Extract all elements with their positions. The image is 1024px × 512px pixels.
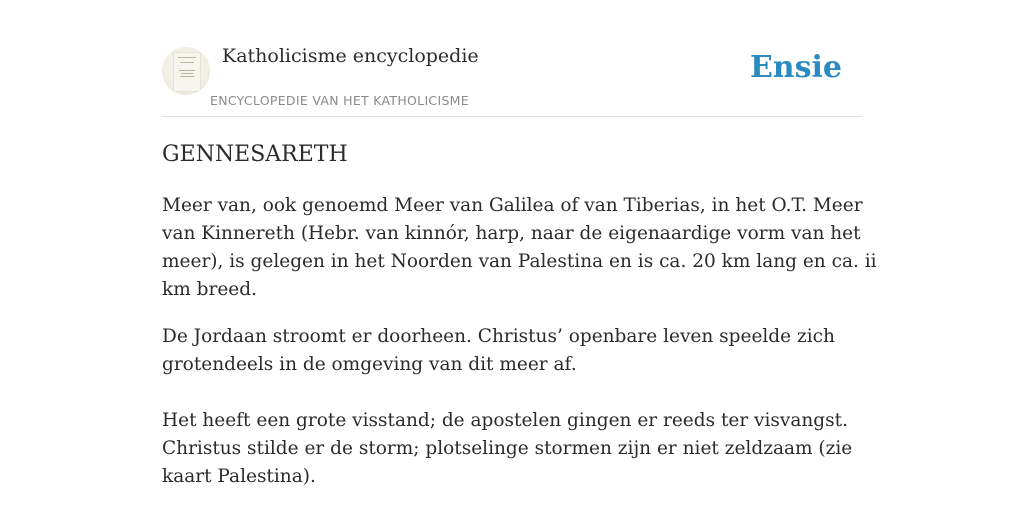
article-term: GENNESARETH — [162, 142, 348, 167]
brand-logo-link[interactable]: Ensie — [749, 50, 842, 85]
article-paragraph: Meer van, ook genoemd Meer van Galilea of van Tiberias, in het O.T. Meer van Kinnereth (Hebr. van kinnór, harp, naar de eigenaardige vorm van het meer), is gelegen in het Noorden van Palestina en is ca. 20 km lang en ca. ii km breed. — [162, 195, 877, 300]
site-subtitle: ENCYCLOPEDIE VAN HET KATHOLICISME — [210, 93, 469, 108]
book-cover — [173, 52, 201, 92]
book-cover-icon[interactable] — [162, 47, 210, 95]
article-paragraph: De Jordaan stroomt er doorheen. Christus’ openbare leven speelde zich grotendeels in de omgeving van dit meer af. — [162, 326, 835, 375]
article-paragraph: Het heeft een grote visstand; de apostelen gingen er reeds ter visvangst. Christus stilde er de storm; plotselinge stormen zijn er niet zeldzaam (zie kaart Palestina). — [162, 410, 853, 487]
site-title[interactable]: Katholicisme encyclopedie — [222, 45, 479, 67]
article — [162, 139, 882, 491]
site-header — [162, 40, 862, 117]
